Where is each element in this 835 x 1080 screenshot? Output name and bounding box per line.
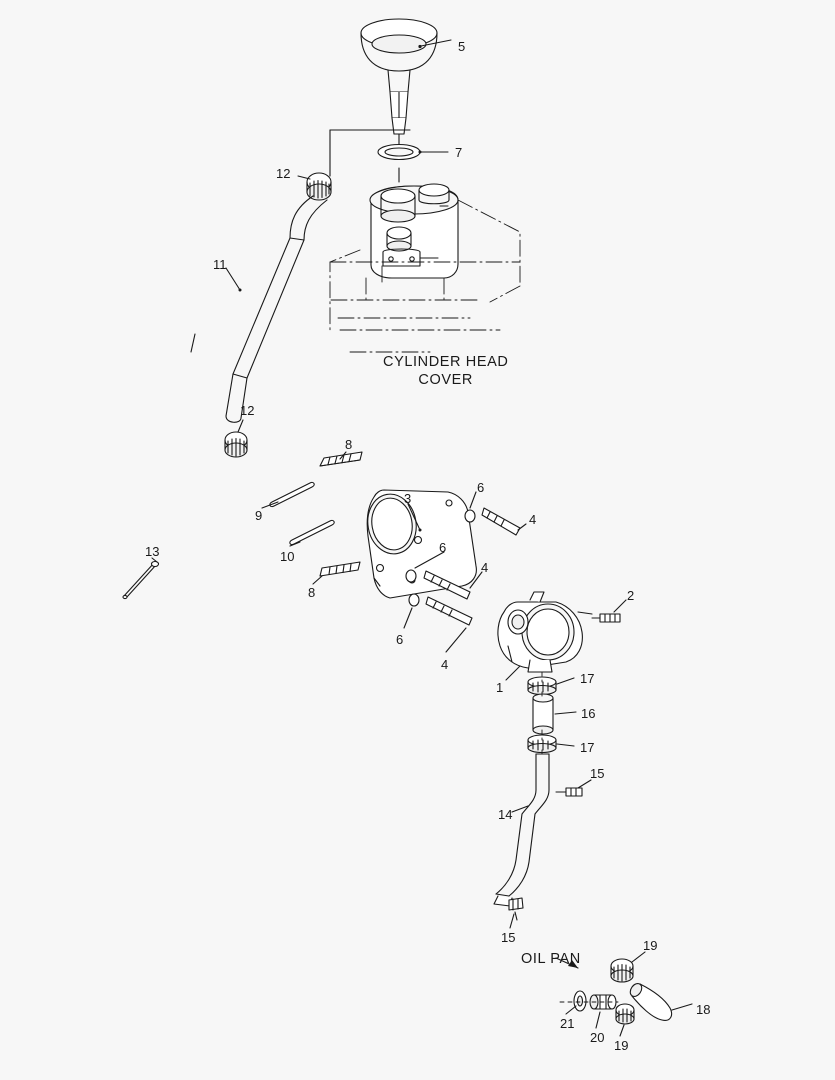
part-14-return-pipe	[494, 754, 549, 906]
part-4-bolt-c	[426, 597, 472, 625]
part-15-bolt-lower	[509, 898, 523, 920]
leader-18	[672, 1004, 692, 1010]
leader-4-c	[446, 628, 466, 652]
callout-18: 18	[696, 1002, 711, 1017]
part-15-bolt-upper	[556, 788, 582, 796]
callout-4-b: 4	[481, 560, 489, 575]
cylinder-head-cover	[370, 184, 458, 278]
callout-7: 7	[455, 145, 463, 160]
callout-8-lower: 8	[308, 585, 316, 600]
callout-6-a: 6	[477, 480, 485, 495]
callout-15-upper: 15	[590, 766, 605, 781]
part-8-bolt-lower	[320, 562, 360, 576]
leader-6-a	[470, 492, 476, 508]
callout-13: 13	[145, 544, 160, 559]
part-7-o-ring	[378, 145, 420, 160]
part-21-washer	[574, 991, 586, 1011]
callout-4-c: 4	[441, 657, 449, 672]
part-6-washer-c	[409, 594, 419, 606]
callout-1: 1	[496, 680, 504, 695]
callout-5: 5	[458, 39, 466, 54]
leader-20	[596, 1012, 600, 1028]
callout-12-upper: 12	[276, 166, 291, 181]
callout-14: 14	[498, 807, 513, 822]
callout-9: 9	[255, 508, 263, 523]
leader-15-lower	[510, 914, 514, 928]
part-16-hose-sleeve	[533, 694, 553, 734]
callout-8-upper: 8	[345, 437, 353, 452]
callout-4-a: 4	[529, 512, 537, 527]
part-4-bolt-a	[482, 508, 520, 535]
leader-11	[226, 268, 240, 290]
oil-pan-caption: OIL PAN	[521, 951, 581, 967]
cylinder-head-cover-caption	[383, 353, 508, 389]
part-6-washer-a	[465, 510, 475, 522]
callout-16: 16	[581, 706, 596, 721]
part-13-rod	[123, 562, 159, 599]
leader-17-lower	[557, 744, 574, 746]
part-1-vacuum-pump	[498, 592, 592, 672]
leader-21	[566, 1006, 576, 1014]
leader-6-c	[404, 608, 412, 628]
leader-19-upper	[632, 952, 645, 962]
part-10-pin	[290, 520, 334, 544]
callout-19-lower: 19	[614, 1038, 629, 1053]
part-19-clamp-upper	[611, 959, 633, 982]
callout-6-c: 6	[396, 632, 404, 647]
callout-2: 2	[627, 588, 635, 603]
callout-12-lower: 12	[240, 403, 255, 418]
callout-15-lower: 15	[501, 930, 516, 945]
callout-3: 3	[404, 491, 412, 506]
leader-17-upper	[557, 678, 574, 684]
leader-19-lower	[620, 1025, 624, 1036]
callout-19-upper: 19	[643, 938, 658, 953]
part-6-washer-b	[406, 570, 416, 582]
leader-8-lower	[313, 576, 322, 584]
part-12-clamp-lower	[225, 432, 247, 457]
part-5-filler-cap	[361, 19, 437, 134]
part-19-clamp-lower	[616, 1004, 634, 1024]
part-12-clamp-upper	[307, 173, 331, 200]
callout-10: 10	[280, 549, 295, 564]
part-8-bolt-upper	[320, 452, 362, 466]
leader-2	[614, 600, 626, 612]
callout-17-lower: 17	[580, 740, 595, 755]
callout-20: 20	[590, 1030, 605, 1045]
leader-15-upper	[578, 780, 591, 788]
caption-line-2: COVER	[418, 372, 473, 389]
leader-16	[555, 712, 576, 714]
callout-6-b: 6	[439, 540, 447, 555]
part-11-hose	[181, 196, 327, 422]
callout-17-upper: 17	[580, 671, 595, 686]
callout-11: 11	[213, 257, 227, 272]
callout-21: 21	[560, 1016, 575, 1031]
caption-line-1: CYLINDER HEAD	[383, 354, 509, 370]
part-2-bolt	[592, 614, 620, 622]
part-3-adapter-plate	[363, 490, 476, 598]
leader-1	[506, 666, 520, 680]
